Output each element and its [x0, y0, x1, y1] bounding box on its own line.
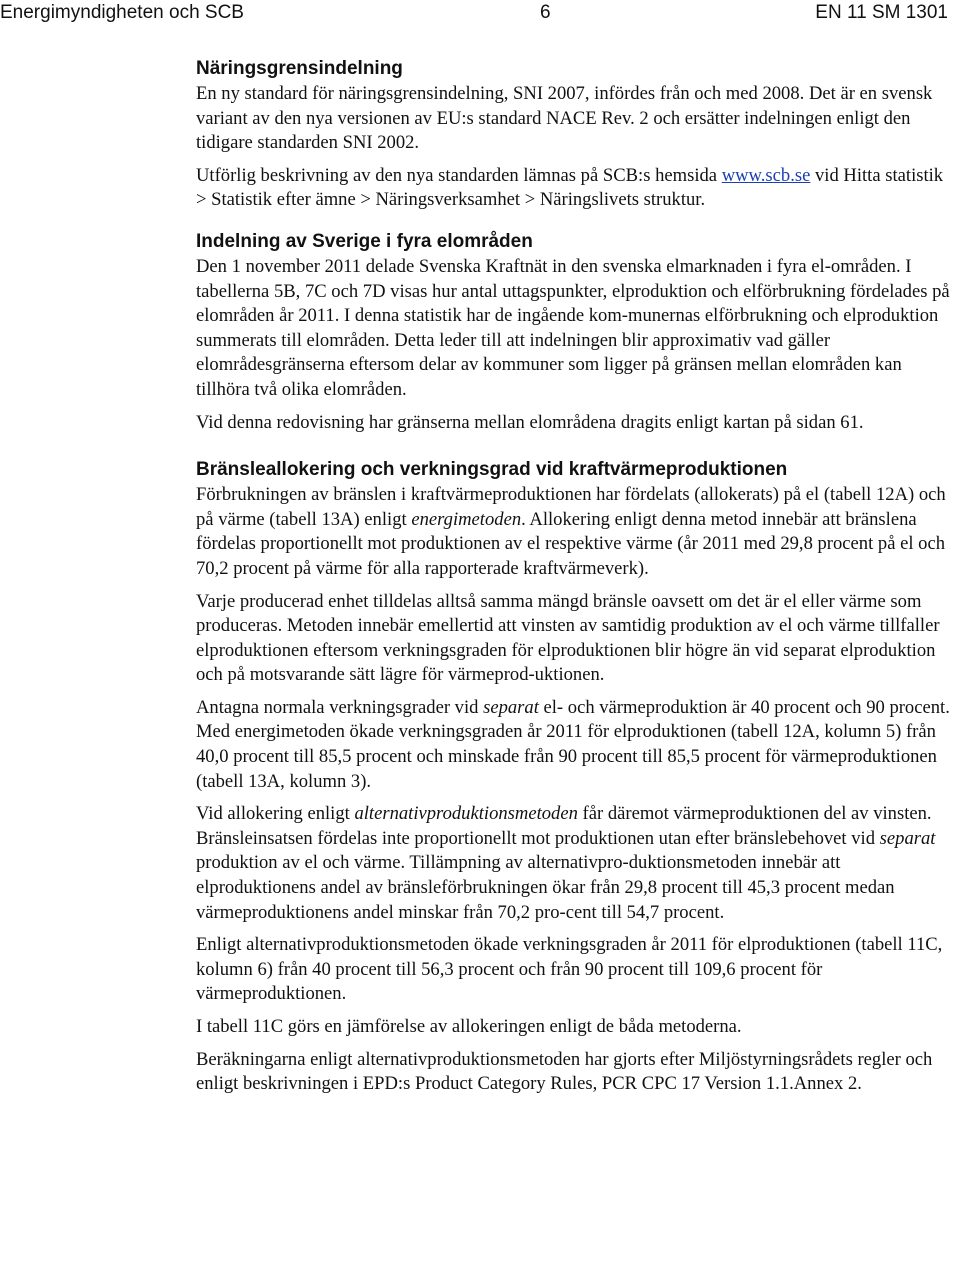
section-title-elomraden: Indelning av Sverige i fyra elområden [196, 230, 533, 252]
text: vid Hitta statistik > Statistik efter ämne > Näringsverksamhet > Näringslivets struktur. [196, 164, 944, 211]
paragraph: Enligt alternativproduktionsmetoden ökade verkningsgraden år 2011 för elproduktionen (tabell 11C, kolumn 6) från 40 procent till 56,3 procent och från 90 procent till 109,6 procent för värmeproduktionen. [196, 934, 943, 1005]
paragraph [196, 696, 954, 794]
section-title-bransleallokering: Bränsleallokering och verkningsgrad vid kraftvärmeproduktionen [196, 459, 788, 481]
text: produktion av el och värme. Tillämpning av alternativpro-duktionsmetoden innebär att elproduktionens andel av bränsleförbrukningen ökar från 29,8 procent till 45,3 procent medan värmeproduktionens andel minskar från 70,2 pro-cent till 54,7 procent. [196, 852, 895, 923]
text: . Allokering enligt denna metod innebär att bränslena fördelas proportionellt mot produktionen av el respektive värme (år 2011 med 29,8 procent på el och 70,2 procent på värme för alla rapporterade kraftvärmeverk). [196, 508, 946, 579]
paragraph: Beräkningarna enligt alternativproduktionsmetoden har gjorts efter Miljöstyrningsrådets regler och enligt beskrivningen i EPD:s Product Category Rules, PCR CPC 17 Version 1.1.Annex 2. [196, 1048, 933, 1095]
emphasis: energimetoden [411, 508, 522, 530]
emphasis: separat [483, 696, 539, 718]
text: Förbrukningen av bränslen i kraftvärmeproduktionen har fördelats (allokerats) på el (tabell 12A) och på värme (tabell 13A) enligt [196, 484, 946, 530]
page-content [196, 56, 954, 1097]
paragraph: Varje producerad enhet tilldelas alltså samma mängd bränsle oavsett om det är el eller värme som produceras. Metoden innebär emellertid att vinsten av samtidig produktion av el och värme tillfaller elproduktionen eftersom verkningsgraden för elproduktionen blir högre än vid separat elproduktion och på motsvarande sätt lägre för värmeprod-uktionen. [196, 590, 940, 686]
paragraph: Den 1 november 2011 delade Svenska Kraftnät in den svenska elmarknaden i fyra el-områden. I tabellerna 5B, 7C och 7D visas hur antal uttagspunkter, elproduktion och elförbrukning fördelades på elområden år 2011. I denna statistik har de ingående kom-munernas elförbrukning och elproduktion summerats till elområden. Detta leder till att indelningen blir approximativ vad gäller elområdesgränserna eftersom delar av kommuner som ligger på gränsen mellan elområden kan tillhöra två olika elområden. [196, 255, 950, 400]
page-header [0, 0, 960, 26]
text: Vid allokering enligt [196, 803, 355, 825]
emphasis: alternativproduktionsmetoden [354, 803, 578, 825]
text: Antagna normala verkningsgrader vid [196, 696, 484, 718]
paragraph [196, 802, 954, 925]
paragraph: En ny standard för näringsgrensindelning, SNI 2007, infördes från och med 2008. Det är en svensk variant av den nya versionen av EU:s standard NACE Rev. 2 och ersätter indelningen enligt den tidigare standarden SNI 2002. [196, 83, 933, 154]
section-title-naringsgrensindelning: Näringsgrensindelning [196, 58, 403, 79]
paragraph: Vid denna redovisning har gränserna mellan elområdena dragits enligt kartan på sidan 61. [196, 411, 864, 433]
page-number: 6 [540, 2, 551, 23]
paragraph: I tabell 11C görs en jämförelse av allokeringen enligt de båda metoderna. [196, 1016, 742, 1037]
paragraph-with-link [196, 164, 954, 213]
scb-website-link[interactable]: www.scb.se [721, 164, 811, 186]
emphasis: separat [879, 827, 936, 849]
header-publisher: Energimyndigheten och SCB [0, 2, 244, 23]
text: får däremot värmeproduktionen del av vinsten. Bränsleinsatsen fördelas inte proportionellt mot produktionen utan efter bränslebehovet vid [196, 803, 932, 849]
text: el- och värmeproduktion är 40 procent och 90 procent. Med energimetoden ökade verkningsgraden år 2011 för elproduktionen (tabell 12A, kolumn 5) från 40,0 procent till 85,5 procent och minskade från 90 procent till 85,5 procent för värmeproduktionen (tabell 13A, kolumn 3). [196, 696, 950, 792]
text: Utförlig beskrivning av den nya standarden lämnas på SCB:s hemsida [196, 164, 722, 186]
report-code: EN 11 SM 1301 [815, 2, 948, 23]
paragraph [196, 483, 954, 581]
